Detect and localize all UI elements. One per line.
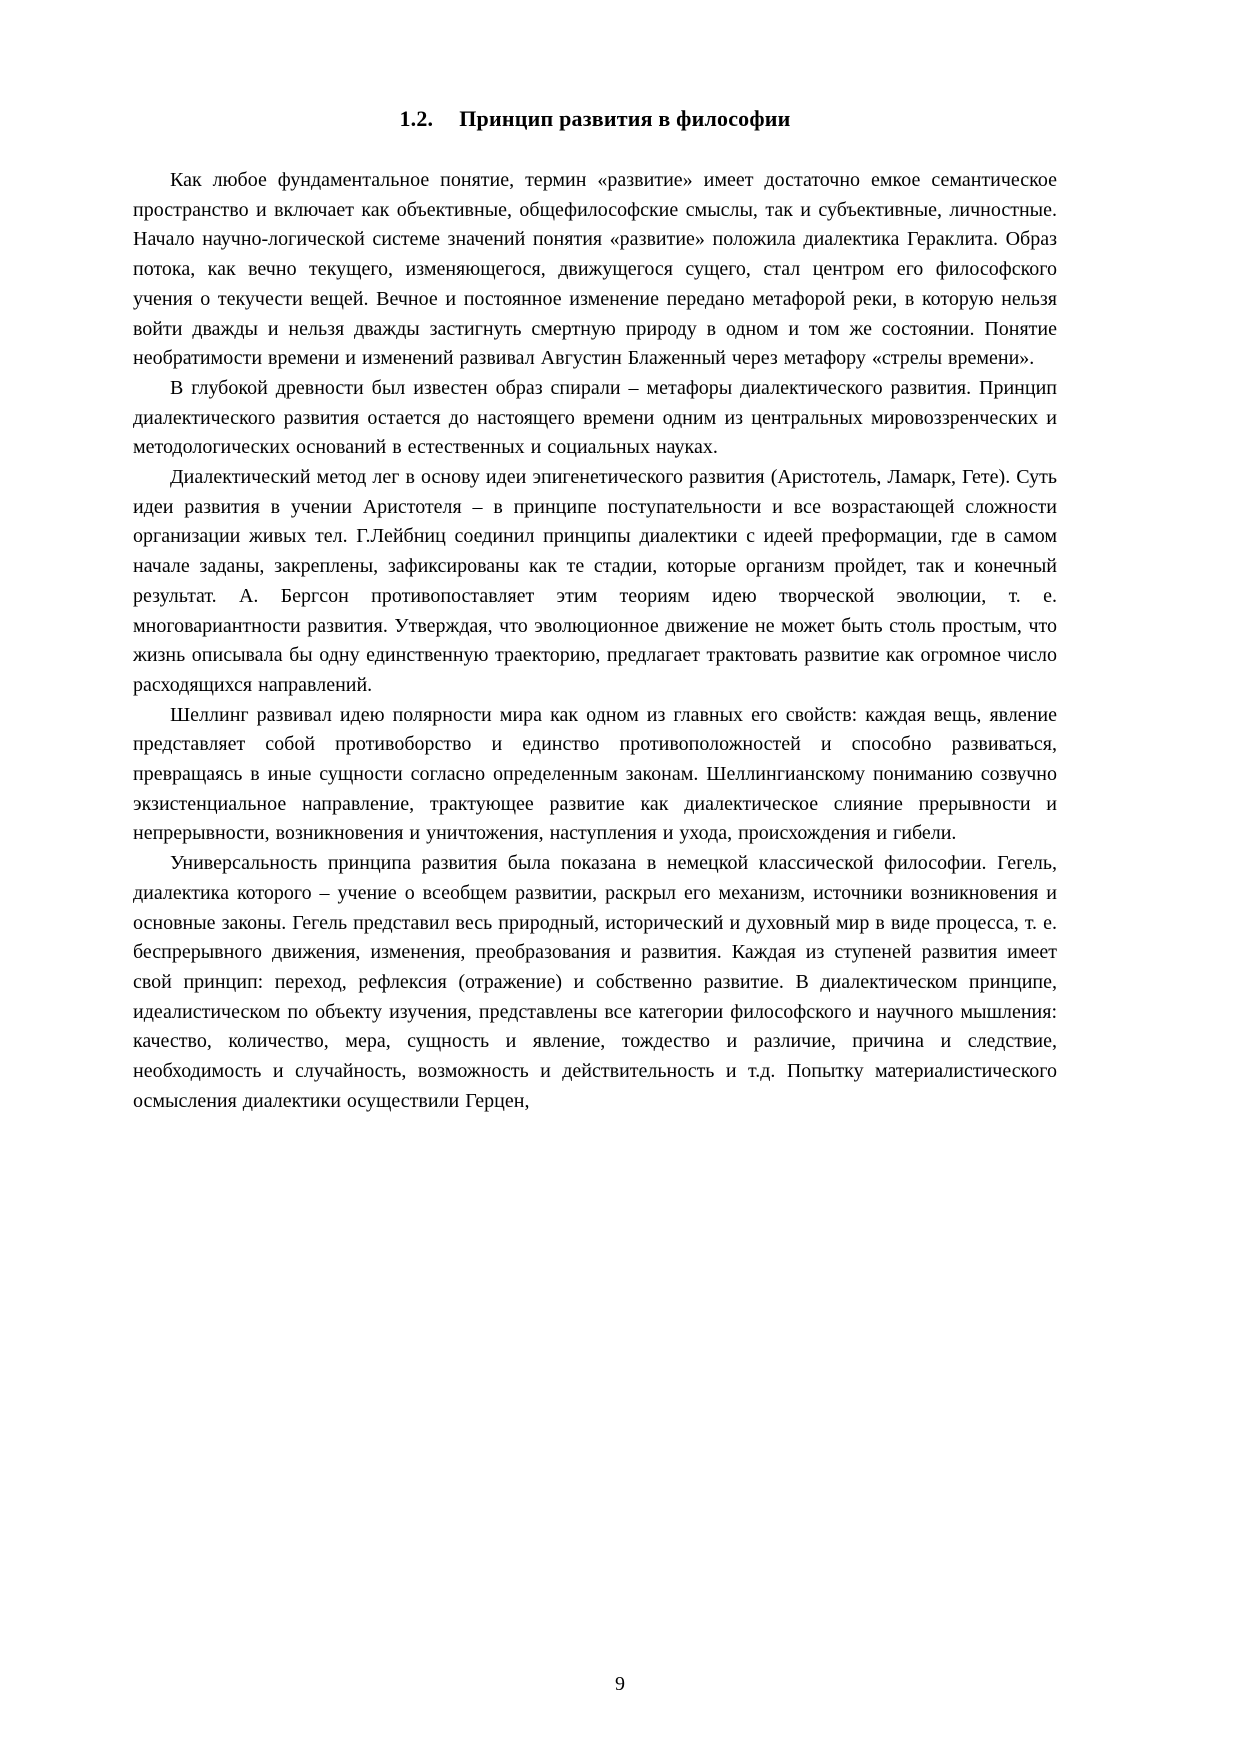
section-heading — [133, 106, 1057, 132]
paragraph-3: Диалектический метод лег в основу идеи эпигенетического развития (Аристотель, Ламарк, Гете). Суть идеи развития в учении Аристотеля – в принципе поступательности и все возрастающей сложности организации живых тел. Г.Лейбниц соединил принципы диалектики с идеей преформации, где в самом начале заданы, закреплены, зафиксированы как те стадии, которые организм пройдет, так и конечный результат. А. Бергсон противопоставляет этим теориям идею творческой эволюции, т. е. многовариантности развития. Утверждая, что эволюционное движение не может быть столь простым, что жизнь описывала бы одну единственную траекторию, предлагает трактовать развитие как огромное число расходящихся направлений. — [133, 466, 1057, 696]
paragraph-5: Универсальность принципа развития была показана в немецкой классической философии. Гегель, диалектика которого – учение о всеобщем развитии, раскрыл его механизм, источники возникновения и основные законы. Гегель представил весь природный, исторический и духовный мир в виде процесса, т. е. беспрерывного движения, изменения, преобразования и развития. Каждая из ступеней развития имеет свой принцип: переход, рефлексия (отражение) и собственно развитие. В диалектическом принципе, идеалистическом по объекту изучения, представлены все категории философского и научного мышления: качество, количество, мера, сущность и явление, тождество и различие, причина и следствие, необходимость и случайность, возможность и действительность и т.д. Попытку материалистического осмысления диалектики осуществили Герцен, — [133, 852, 1057, 1112]
paragraph-4: Шеллинг развивал идею полярности мира как одном из главных его свойств: каждая вещь, явление представляет собой противоборство и единство противоположностей и способно развиваться, превращаясь в иные сущности согласно определенным законам. Шеллингианскому пониманию созвучно экзистенциальное направление, трактующее развитие как диалектическое слияние прерывности и непрерывности, возникновения и уничтожения, наступления и ухода, происхождения и гибели. — [133, 703, 1057, 845]
section-title: Принцип развития в философии — [459, 106, 791, 131]
paragraph-1: Как любое фундаментальное понятие, термин «развитие» имеет достаточно емкое семантическое пространство и включает как объективные, общефилософские смыслы, так и субъективные, личностные. Начало научно-логической системе значений понятия «развитие» положила диалектика Гераклита. Образ потока, как вечно текущего, изменяющегося, движущегося сущего, стал центром его философского учения о текучести вещей. Вечное и постоянное изменение передано метафорой реки, в которую нельзя войти дважды и нельзя дважды застигнуть смертную природу в одном и том же состоянии. Понятие необратимости времени и изменений развивал Августин Блаженный через метафору «стрелы времени». — [133, 169, 1057, 370]
section-number: 1.2. — [399, 106, 434, 131]
paragraph-2: В глубокой древности был известен образ спирали – метафоры диалектического развития. Принцип диалектического развития остается до настоящего времени одним из центральных мировоззренческих и методологических оснований в естественных и социальных науках. — [133, 376, 1057, 459]
text-block — [133, 106, 1057, 1117]
page-number: 9 — [615, 1673, 625, 1695]
